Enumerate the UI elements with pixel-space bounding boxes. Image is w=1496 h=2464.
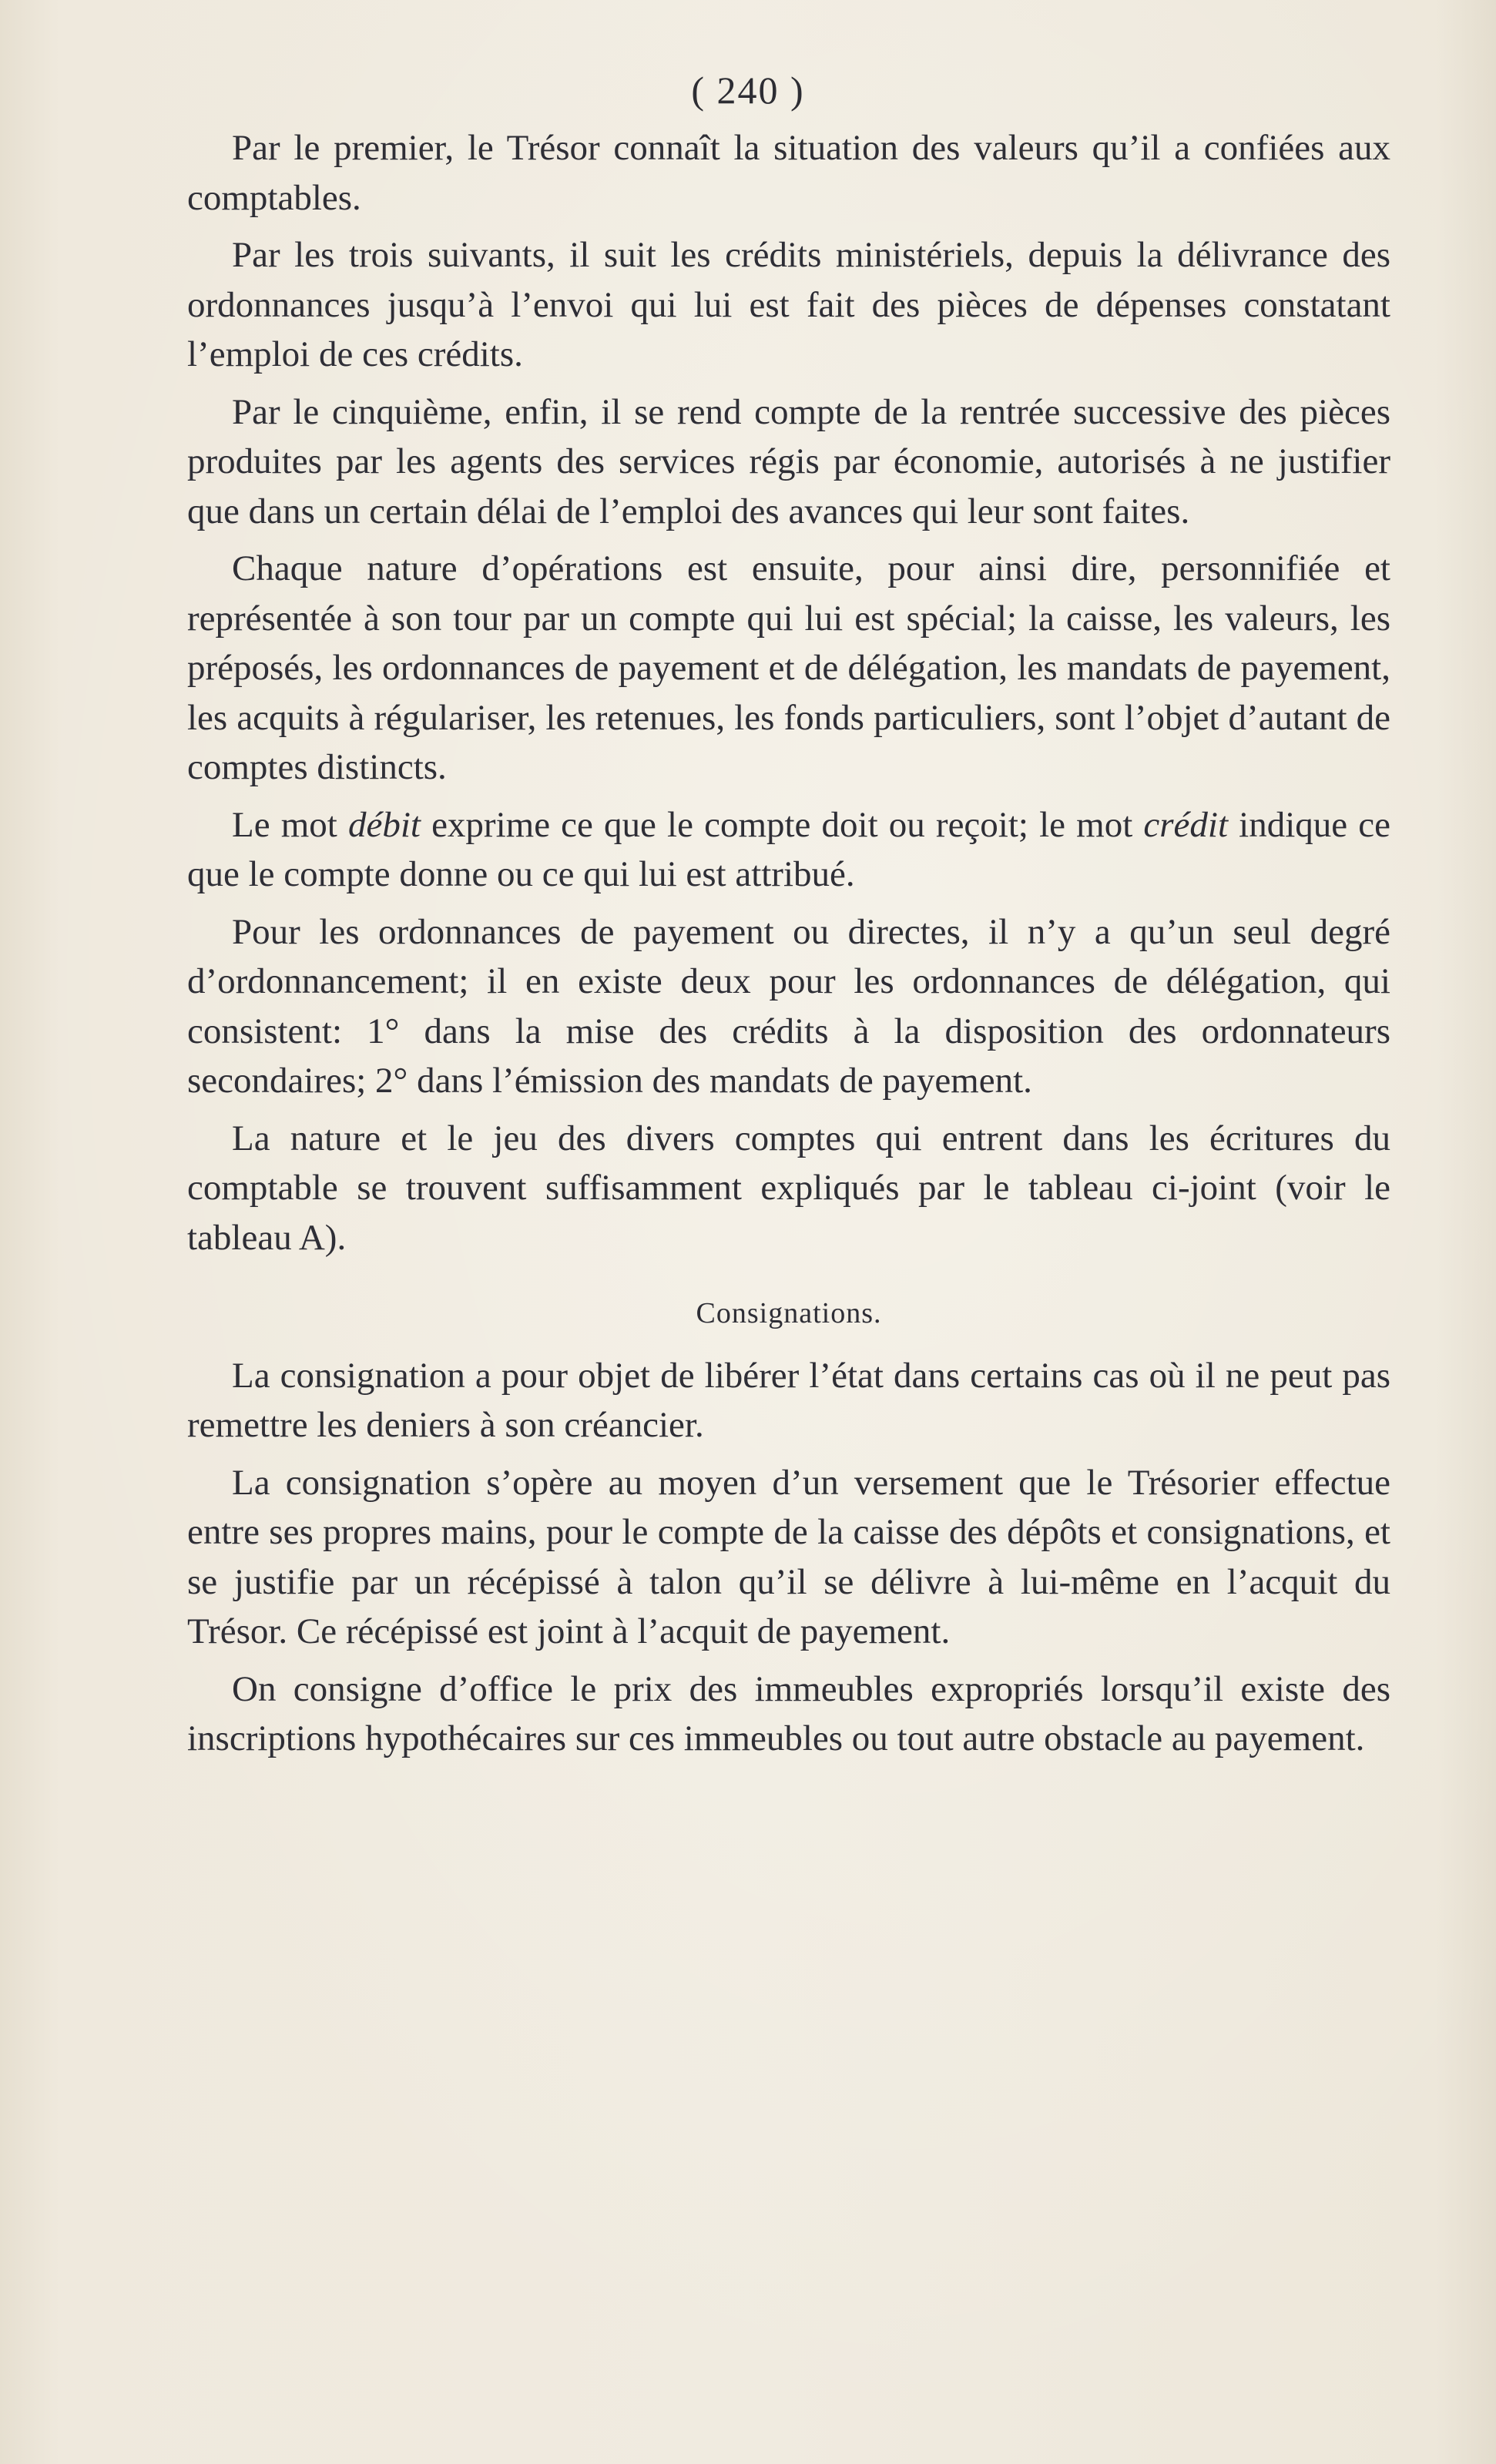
paragraph-7: La nature et le jeu des divers comptes qui entrent dans les écritures du comptable se trouvent suffisamment expliqués par le tableau ci-joint (voir le tableau A). (187, 1118, 1390, 1258)
page-text (187, 123, 1390, 1772)
paragraph-5-part-e: indique ce que le compte donne ou ce qui lui est attribué. (187, 804, 1391, 894)
paragraph-6: Pour les ordonnances de payement ou directes, il n’y a qu’un seul degré d’ordonnancement; il en existe deux pour les ordonnances de délégation, qui consistent: 1° dans la mise des crédits à la disposition des ordonnateurs secondaires; 2° dans l’émission des mandats de payement. (187, 911, 1390, 1101)
paragraph-1: Par le premier, le Trésor connaît la situation des valeurs qu’il a confiées aux comptables. (187, 128, 1390, 218)
paragraph-9: La consignation s’opère au moyen d’un versement que le Trésorier effectue entre ses propres mains, pour le compte de la caisse des dépôts et consignations, et se justifie par un récépissé à talon qu’il se délivre à lui-même en l’acquit du Trésor. Ce récépissé est joint à l’acquit de payement. (187, 1462, 1390, 1651)
section-heading: Consignations. (696, 1297, 882, 1329)
paragraph-2: Par les trois suivants, il suit les crédits ministériels, depuis la délivrance des ordonnances jusqu’à l’envoi qui lui est fait des pièces de dépenses constatant l’emploi de ces crédits. (187, 235, 1390, 374)
page-number: ( 240 ) (691, 69, 805, 112)
term-debit: débit (347, 804, 421, 845)
term-credit: crédit (1143, 804, 1229, 845)
paragraph-5-part-a: Le mot (232, 804, 348, 845)
paragraph-5-part-c: exprime ce que le compte doit ou reçoit; le mot (420, 804, 1144, 845)
paragraph-10: On consigne d’office le prix des immeubles expropriés lorsqu’il existe des inscriptions hypothécaires sur ces immeubles ou tout autre obstacle au payement. (187, 1668, 1390, 1758)
paragraph-3: Par le cinquième, enfin, il se rend compte de la rentrée successive des pièces produites par les agents des services régis par économie, autorisés à ne justifier que dans un certain délai de l’emploi des avances qui leur sont faites. (187, 391, 1390, 531)
paragraph-5 (187, 800, 1390, 900)
paragraph-4: Chaque nature d’opérations est ensuite, pour ainsi dire, personnifiée et représentée à son tour par un compte qui lui est spécial; la caisse, les valeurs, les préposés, les ordonnances de payement et de délégation, les mandats de payement, les acquits à régulariser, les retenues, les fonds particuliers, sont l’objet d’autant de comptes distincts. (187, 548, 1390, 787)
paragraph-8: La consignation a pour objet de libérer l’état dans certains cas où il ne peut pas remettre les deniers à son créancier. (187, 1355, 1390, 1445)
